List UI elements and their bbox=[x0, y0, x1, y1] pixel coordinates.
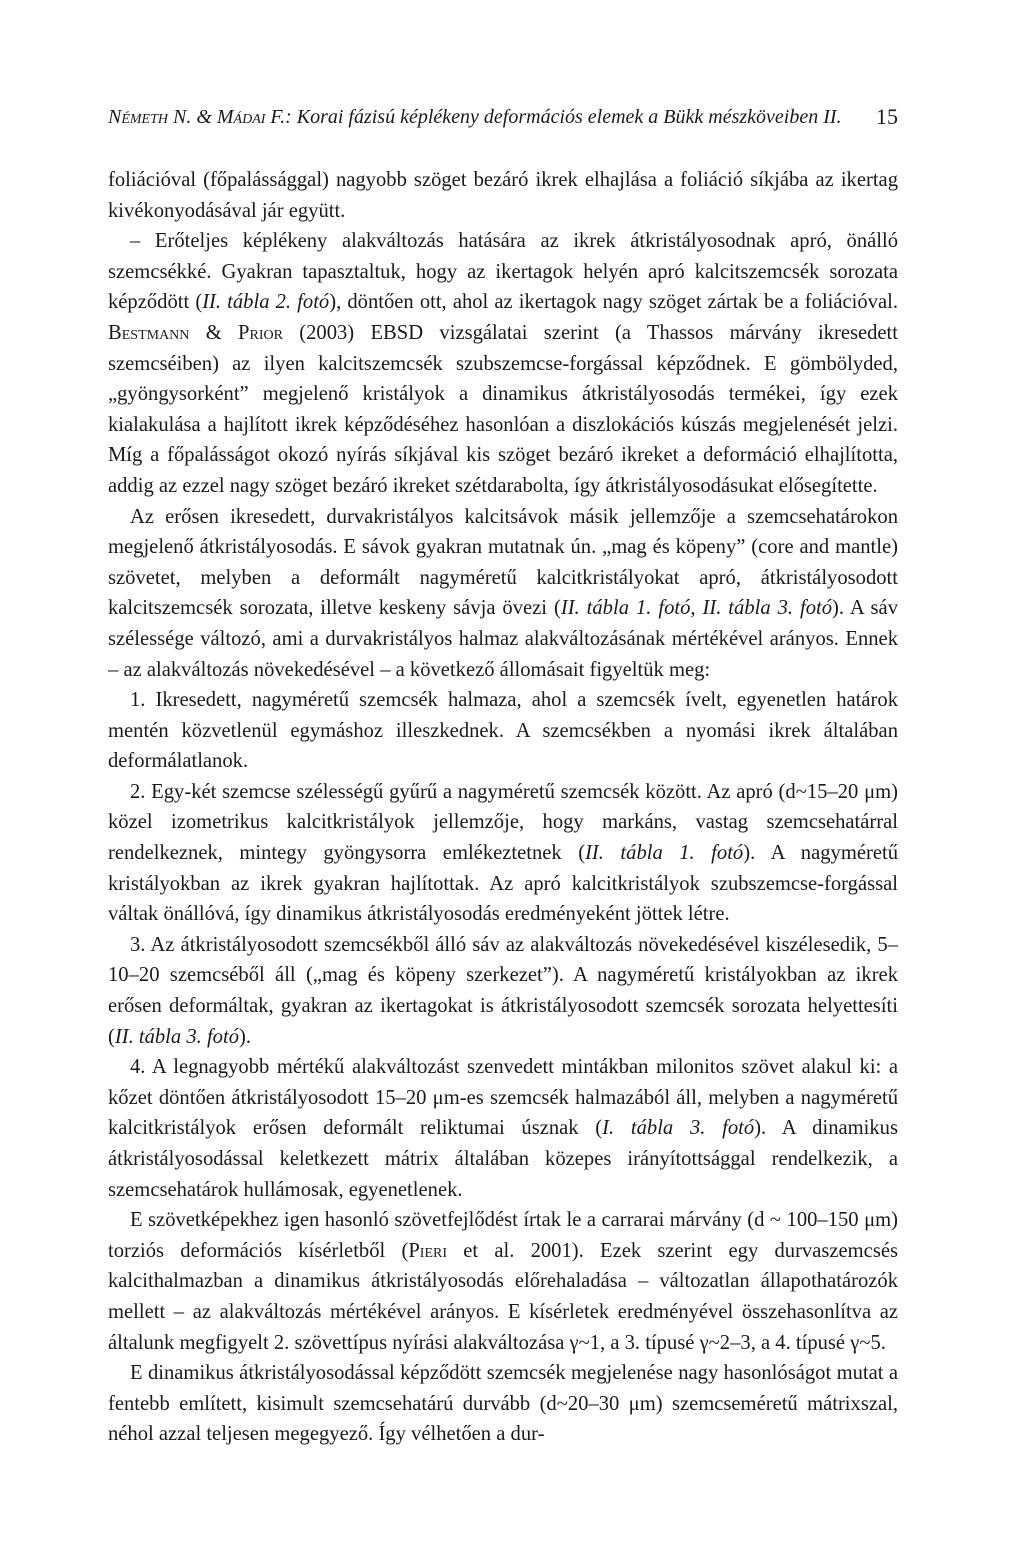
list-item bbox=[108, 930, 898, 1052]
running-head bbox=[108, 102, 898, 132]
citation: Bestmann & Prior bbox=[108, 321, 283, 344]
header-title: Korai fázisú képlékeny deformációs elemek a Bükk mészköveiben II. bbox=[296, 106, 842, 128]
paragraph: E dinamikus átkristályosodással képződött szemcsék megjelenése nagy hasonlóságot mutat a fentebb említett, kisimult szemcsehatárú durvább (d~20–30 μm) szemcseméretű mátrixszal, néhol azzal teljesen megegyező. Így vélhetően a dur- bbox=[108, 1362, 898, 1446]
figure-reference: II. tábla 3. fotó bbox=[114, 1025, 239, 1048]
paragraph-text: Az erősen ikresedett, durvakristályos kalcitsávok másik jellemzője a szemcsehatárokon megjelenő átkristályosodás. E sávok gyakran mutatnak ún. „mag és köpeny” (core and mantle) szövetet, melyben a deformált nagyméretű kalcitkristályokat apró, átkristályosodott kalcitszemcsék sorozata, illetve keskeny sávja övezi ( bbox=[108, 505, 898, 620]
figure-reference: II. tábla 2. fotó bbox=[202, 291, 330, 314]
paragraph-text: E szövetképekhez igen hasonló szövetfejlődést írtak le a carrarai márvány (d ~ 100–150 μm) torziós deformációs kísérletből ( bbox=[108, 1209, 898, 1262]
figure-reference: II. tábla 1. fotó bbox=[585, 842, 744, 865]
paragraph-text: (2003) EBSD vizsgálatai szerint (a Thassos márvány ikresedett szemcséiben) az ilyen kalcitszemcsék szubszemcse-forgással képződnek. E gömbölyded, „gyöngysorként” megjelenő kristályok a dinamikus átkristályosodás termékei, így ezek kialakulása a hajlított ikrek képződéséhez hasonlóan a diszlokációs kúszás megjelenését jelzi. Míg a főpalásságot okozó nyírás síkjával kis szöget bezáró ikreket a deformáció elhajlította, addig az ezzel nagy szöget bezáró ikreket szétdarabolta, így átkristályosodásukat elősegítette. bbox=[108, 321, 899, 497]
paragraph-text: ). bbox=[239, 1025, 252, 1048]
list-item bbox=[108, 777, 898, 930]
paragraph-text: ). A dinamikus átkristályosodással keletkezett mátrix általában közepes irányítottsággal rendelkezik, a szemcsehatárok hullámosak, egyenetlenek. bbox=[108, 1117, 898, 1201]
paragraph bbox=[108, 502, 898, 686]
paragraph bbox=[108, 226, 898, 501]
citation: Pieri bbox=[408, 1239, 447, 1262]
figure-reference: I. tábla 3. fotó bbox=[602, 1117, 755, 1140]
list-item: 1. Ikresedett, nagyméretű szemcsék halmaza, ahol a szemcsék ívelt, egyenetlen határok mentén közvetlenül egymáshoz illeszkednek. A szemcsékben a nyomási ikrek általában deformálatlanok. bbox=[108, 689, 898, 773]
paragraph-text: ), döntően ott, ahol az ikertagok nagy szöget zártak be a foliációval. bbox=[329, 291, 898, 314]
paragraph: foliációval (főpalássággal) nagyobb szöget bezáró ikrek elhajlása a foliáció síkjába az ikertag kivékonyodásával jár együtt. bbox=[108, 169, 898, 222]
body-text bbox=[108, 165, 898, 1450]
page-number: 15 bbox=[876, 104, 898, 129]
figure-reference: II. tábla 1. fotó, II. tábla 3. fotó bbox=[560, 597, 833, 620]
paragraph-text: 4. A legnagyobb mértékű alakváltozást szenvedett mintákban milonitos szövet alakul ki: a kőzet döntően átkristályosodott 15–20 μm-es szemcsék halmazából áll, melyben a nagyméretű kalcitkristályok erősen deformált reliktumai úsznak ( bbox=[108, 1056, 898, 1140]
paragraph-text: 2. Egy-két szemcse szélességű gyűrű a nagyméretű szemcsék között. Az apró (d~15–20 μm) közel izometrikus kalcitkristályok jellemzője, hogy markáns, vastag szemcsehatárral rendelkeznek, mintegy gyöngysorra emlékeztetnek ( bbox=[108, 780, 898, 865]
paragraph-text: et al. 2001). Ezek szerint egy durvaszemcsés kalcithalmazban a dinamikus átkristályosodás előrehaladása – változatlan állapothatározók mellett – az alakváltozás mértékével arányos. E kísérletek eredményével összehasonlítva az általunk megfigyelt 2. szövettípus nyírási alakváltozása γ~1, a 3. típusé γ~2–3, a 4. típusé γ~5. bbox=[108, 1239, 898, 1354]
paragraph bbox=[108, 1205, 898, 1358]
paragraph-text: ). A sáv szélessége változó, ami a durvakristályos halmaz alakváltozásának mértékével arányos. Ennek – az alakváltozás növekedésével – a következő állomásait figyeltük meg: bbox=[108, 597, 898, 681]
paragraph-text: 3. Az átkristályosodott szemcsékből álló sáv az alakváltozás növekedésével kiszélesedik, 5–10–20 szemcséből áll („mag és köpeny szerkezet”). A nagyméretű kristályokban az ikrek erősen deformáltak, gyakran az ikertagokat is átkristályosodott szemcsék sorozata helyettesíti ( bbox=[108, 933, 898, 1048]
paragraph-text: ). A nagyméretű kristályokban az ikrek gyakran hajlítottak. Az apró kalcitkristályok szubszemcse-forgással váltak önállóvá, így dinamikus átkristályosodás eredményeként jöttek létre. bbox=[108, 842, 898, 926]
header-authors: Németh N. & Mádai F.: bbox=[108, 106, 297, 128]
list-item bbox=[108, 1052, 898, 1205]
paragraph-text: – Erőteljes képlékeny alakváltozás hatására az ikrek átkristályosodnak apró, önálló szemcsékké. Gyakran tapasztaltuk, hogy az ikertagok helyén apró kalcitszemcsék sorozata képződött ( bbox=[108, 230, 898, 314]
